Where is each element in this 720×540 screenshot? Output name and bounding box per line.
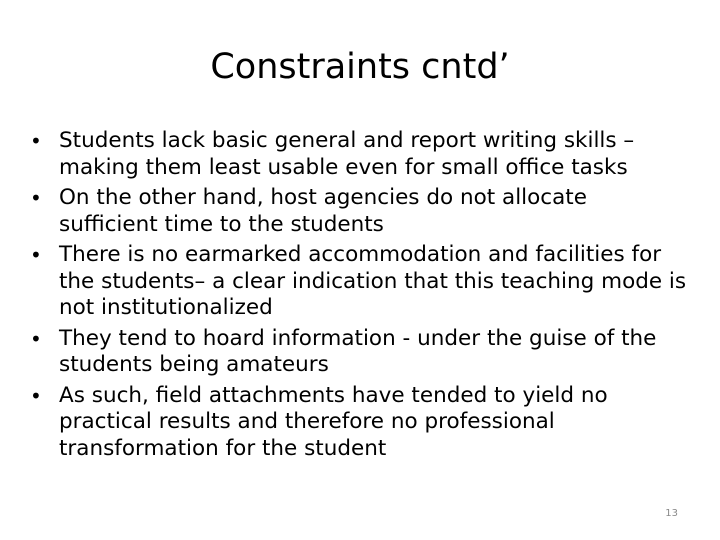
bullet-list bbox=[30, 128, 690, 466]
bullet-item bbox=[30, 326, 690, 379]
page-number: 13 bbox=[665, 508, 678, 519]
bullet-text: There is no earmarked accommodation and facilities for the students– a clear indication that this teaching mode is not institutionalized bbox=[59, 242, 687, 320]
slide-title: Constraints cntd’ bbox=[210, 47, 510, 87]
bullet-dot-icon: • bbox=[30, 186, 42, 210]
bullet-text: They tend to hoard information - under the guise of the students being amateurs bbox=[59, 325, 657, 377]
bullet-item bbox=[30, 185, 690, 238]
bullet-text: Students lack basic general and report writing skills – making them least usable even for small office tasks bbox=[59, 128, 635, 180]
bullet-dot-icon: • bbox=[30, 383, 42, 408]
bullet-dot-icon: • bbox=[30, 243, 42, 267]
bullet-item bbox=[30, 383, 690, 463]
bullet-item bbox=[30, 128, 690, 181]
bullet-dot-icon: • bbox=[30, 326, 42, 351]
bullet-item bbox=[30, 242, 690, 322]
bullet-text: As such, field attachments have tended to yield no practical results and therefore no professional transformation for the student bbox=[59, 382, 608, 461]
bullet-text: On the other hand, host agencies do not allocate sufficient time to the students bbox=[59, 185, 587, 237]
bullet-dot-icon: • bbox=[30, 129, 42, 153]
